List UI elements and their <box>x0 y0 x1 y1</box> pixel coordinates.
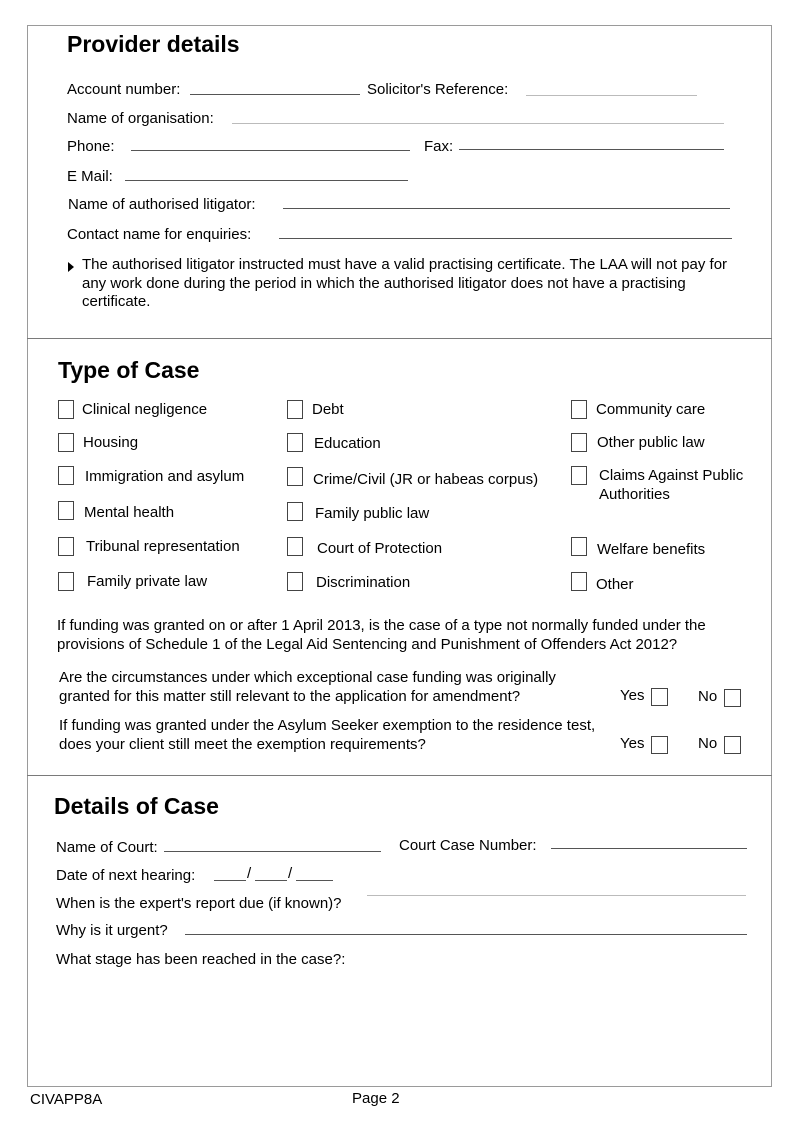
urgent-label: Why is it urgent? <box>56 922 168 939</box>
expert-report-field[interactable] <box>367 895 746 896</box>
expert-report-label: When is the expert's report due (if known)? <box>56 895 342 912</box>
q2-no-label: No <box>698 735 718 752</box>
contact-name-field[interactable] <box>279 238 732 239</box>
checkbox-clinical-negligence[interactable] <box>58 400 74 419</box>
contact-name-label: Contact name for enquiries: <box>67 226 252 243</box>
checkbox-housing[interactable] <box>58 433 74 452</box>
authorised-litigator-label: Name of authorised litigator: <box>68 196 256 213</box>
label-discrimination: Discrimination <box>316 574 411 591</box>
q2-no-checkbox[interactable] <box>724 736 741 754</box>
q1-yes-checkbox[interactable] <box>651 688 668 706</box>
practising-certificate-note: The authorised litigator instructed must have a valid practising certificate. The LAA will not pay for any work done during the period in which the authorised litigator does not have a practising certificate. <box>82 256 728 310</box>
q2-yes-checkbox[interactable] <box>651 736 668 754</box>
hearing-year-field[interactable] <box>296 880 333 881</box>
phone-field[interactable] <box>131 150 410 151</box>
solicitor-reference-field[interactable] <box>526 95 697 96</box>
fax-field[interactable] <box>459 149 724 150</box>
hearing-day-field[interactable] <box>214 880 246 881</box>
q1-no-checkbox[interactable] <box>724 689 741 707</box>
organisation-field[interactable] <box>232 123 724 124</box>
solicitor-reference-label: Solicitor's Reference: <box>367 81 509 98</box>
fax-label: Fax: <box>424 138 454 155</box>
checkbox-discrimination[interactable] <box>287 572 303 591</box>
label-housing: Housing <box>83 434 139 451</box>
date-separator: / <box>288 865 293 882</box>
label-debt: Debt <box>312 401 344 418</box>
label-tribunal-representation: Tribunal representation <box>86 538 240 555</box>
account-number-field[interactable] <box>190 94 360 95</box>
court-name-label: Name of Court: <box>56 839 158 856</box>
exceptional-funding-question: Are the circumstances under which exceptional case funding was originally granted for this matter still relevant to the application for amendment? <box>59 669 556 705</box>
label-immigration-asylum: Immigration and asylum <box>85 468 245 485</box>
checkbox-tribunal-representation[interactable] <box>58 537 74 556</box>
case-stage-label: What stage has been reached in the case?: <box>56 951 346 968</box>
court-case-number-label: Court Case Number: <box>399 837 537 854</box>
checkbox-education[interactable] <box>287 433 303 452</box>
label-court-of-protection: Court of Protection <box>317 540 443 557</box>
email-label: E Mail: <box>67 168 113 185</box>
funding-question: If funding was granted on or after 1 April 2013, is the case of a type not normally funded under the provisions of Schedule 1 of the Legal Aid Sentencing and Punishment of Offenders Act 2012? <box>57 617 706 653</box>
label-education: Education <box>314 435 381 452</box>
type-of-case-heading: Type of Case <box>58 357 200 383</box>
label-other-public-law: Other public law <box>597 434 705 451</box>
checkbox-court-of-protection[interactable] <box>287 537 303 556</box>
urgent-field[interactable] <box>185 934 747 935</box>
checkbox-mental-health[interactable] <box>58 501 74 520</box>
account-number-label: Account number: <box>67 81 181 98</box>
section-divider <box>27 775 772 776</box>
authorised-litigator-field[interactable] <box>283 208 730 209</box>
form-code: CIVAPP8A <box>30 1091 103 1108</box>
case-stage-field[interactable] <box>56 972 756 1082</box>
label-clinical-negligence: Clinical negligence <box>82 401 208 418</box>
section-divider <box>27 338 772 339</box>
checkbox-debt[interactable] <box>287 400 303 419</box>
court-case-number-field[interactable] <box>551 848 747 849</box>
label-mental-health: Mental health <box>84 504 175 521</box>
label-family-private-law: Family private law <box>87 573 208 590</box>
page-number: Page 2 <box>352 1090 400 1107</box>
date-separator: / <box>247 865 252 882</box>
label-family-public-law: Family public law <box>315 505 430 522</box>
organisation-label: Name of organisation: <box>67 110 214 127</box>
checkbox-other-public-law[interactable] <box>571 433 587 452</box>
phone-label: Phone: <box>67 138 115 155</box>
label-crime-civil: Crime/Civil (JR or habeas corpus) <box>313 471 539 488</box>
checkbox-community-care[interactable] <box>571 400 587 419</box>
label-welfare-benefits: Welfare benefits <box>597 541 706 558</box>
q2-yes-label: Yes <box>620 735 645 752</box>
hearing-month-field[interactable] <box>255 880 287 881</box>
checkbox-other[interactable] <box>571 572 587 591</box>
label-community-care: Community care <box>596 401 706 418</box>
next-hearing-label: Date of next hearing: <box>56 867 196 884</box>
label-claims-against-public-authorities: Claims Against Public Authorities <box>599 467 744 503</box>
provider-details-heading: Provider details <box>67 31 240 57</box>
checkbox-crime-civil[interactable] <box>287 467 303 486</box>
court-name-field[interactable] <box>164 851 381 852</box>
bullet-arrow-icon <box>68 262 74 272</box>
email-field[interactable] <box>125 180 408 181</box>
checkbox-immigration-asylum[interactable] <box>58 466 74 485</box>
q1-no-label: No <box>698 688 718 705</box>
checkbox-family-private-law[interactable] <box>58 572 74 591</box>
q1-yes-label: Yes <box>620 687 645 704</box>
checkbox-family-public-law[interactable] <box>287 502 303 521</box>
asylum-exemption-question: If funding was granted under the Asylum Seeker exemption to the residence test, does your client still meet the exemption requirements? <box>59 717 596 753</box>
details-of-case-heading: Details of Case <box>54 793 219 819</box>
label-other: Other <box>596 576 634 593</box>
checkbox-claims-against-public-authorities[interactable] <box>571 466 587 485</box>
checkbox-welfare-benefits[interactable] <box>571 537 587 556</box>
